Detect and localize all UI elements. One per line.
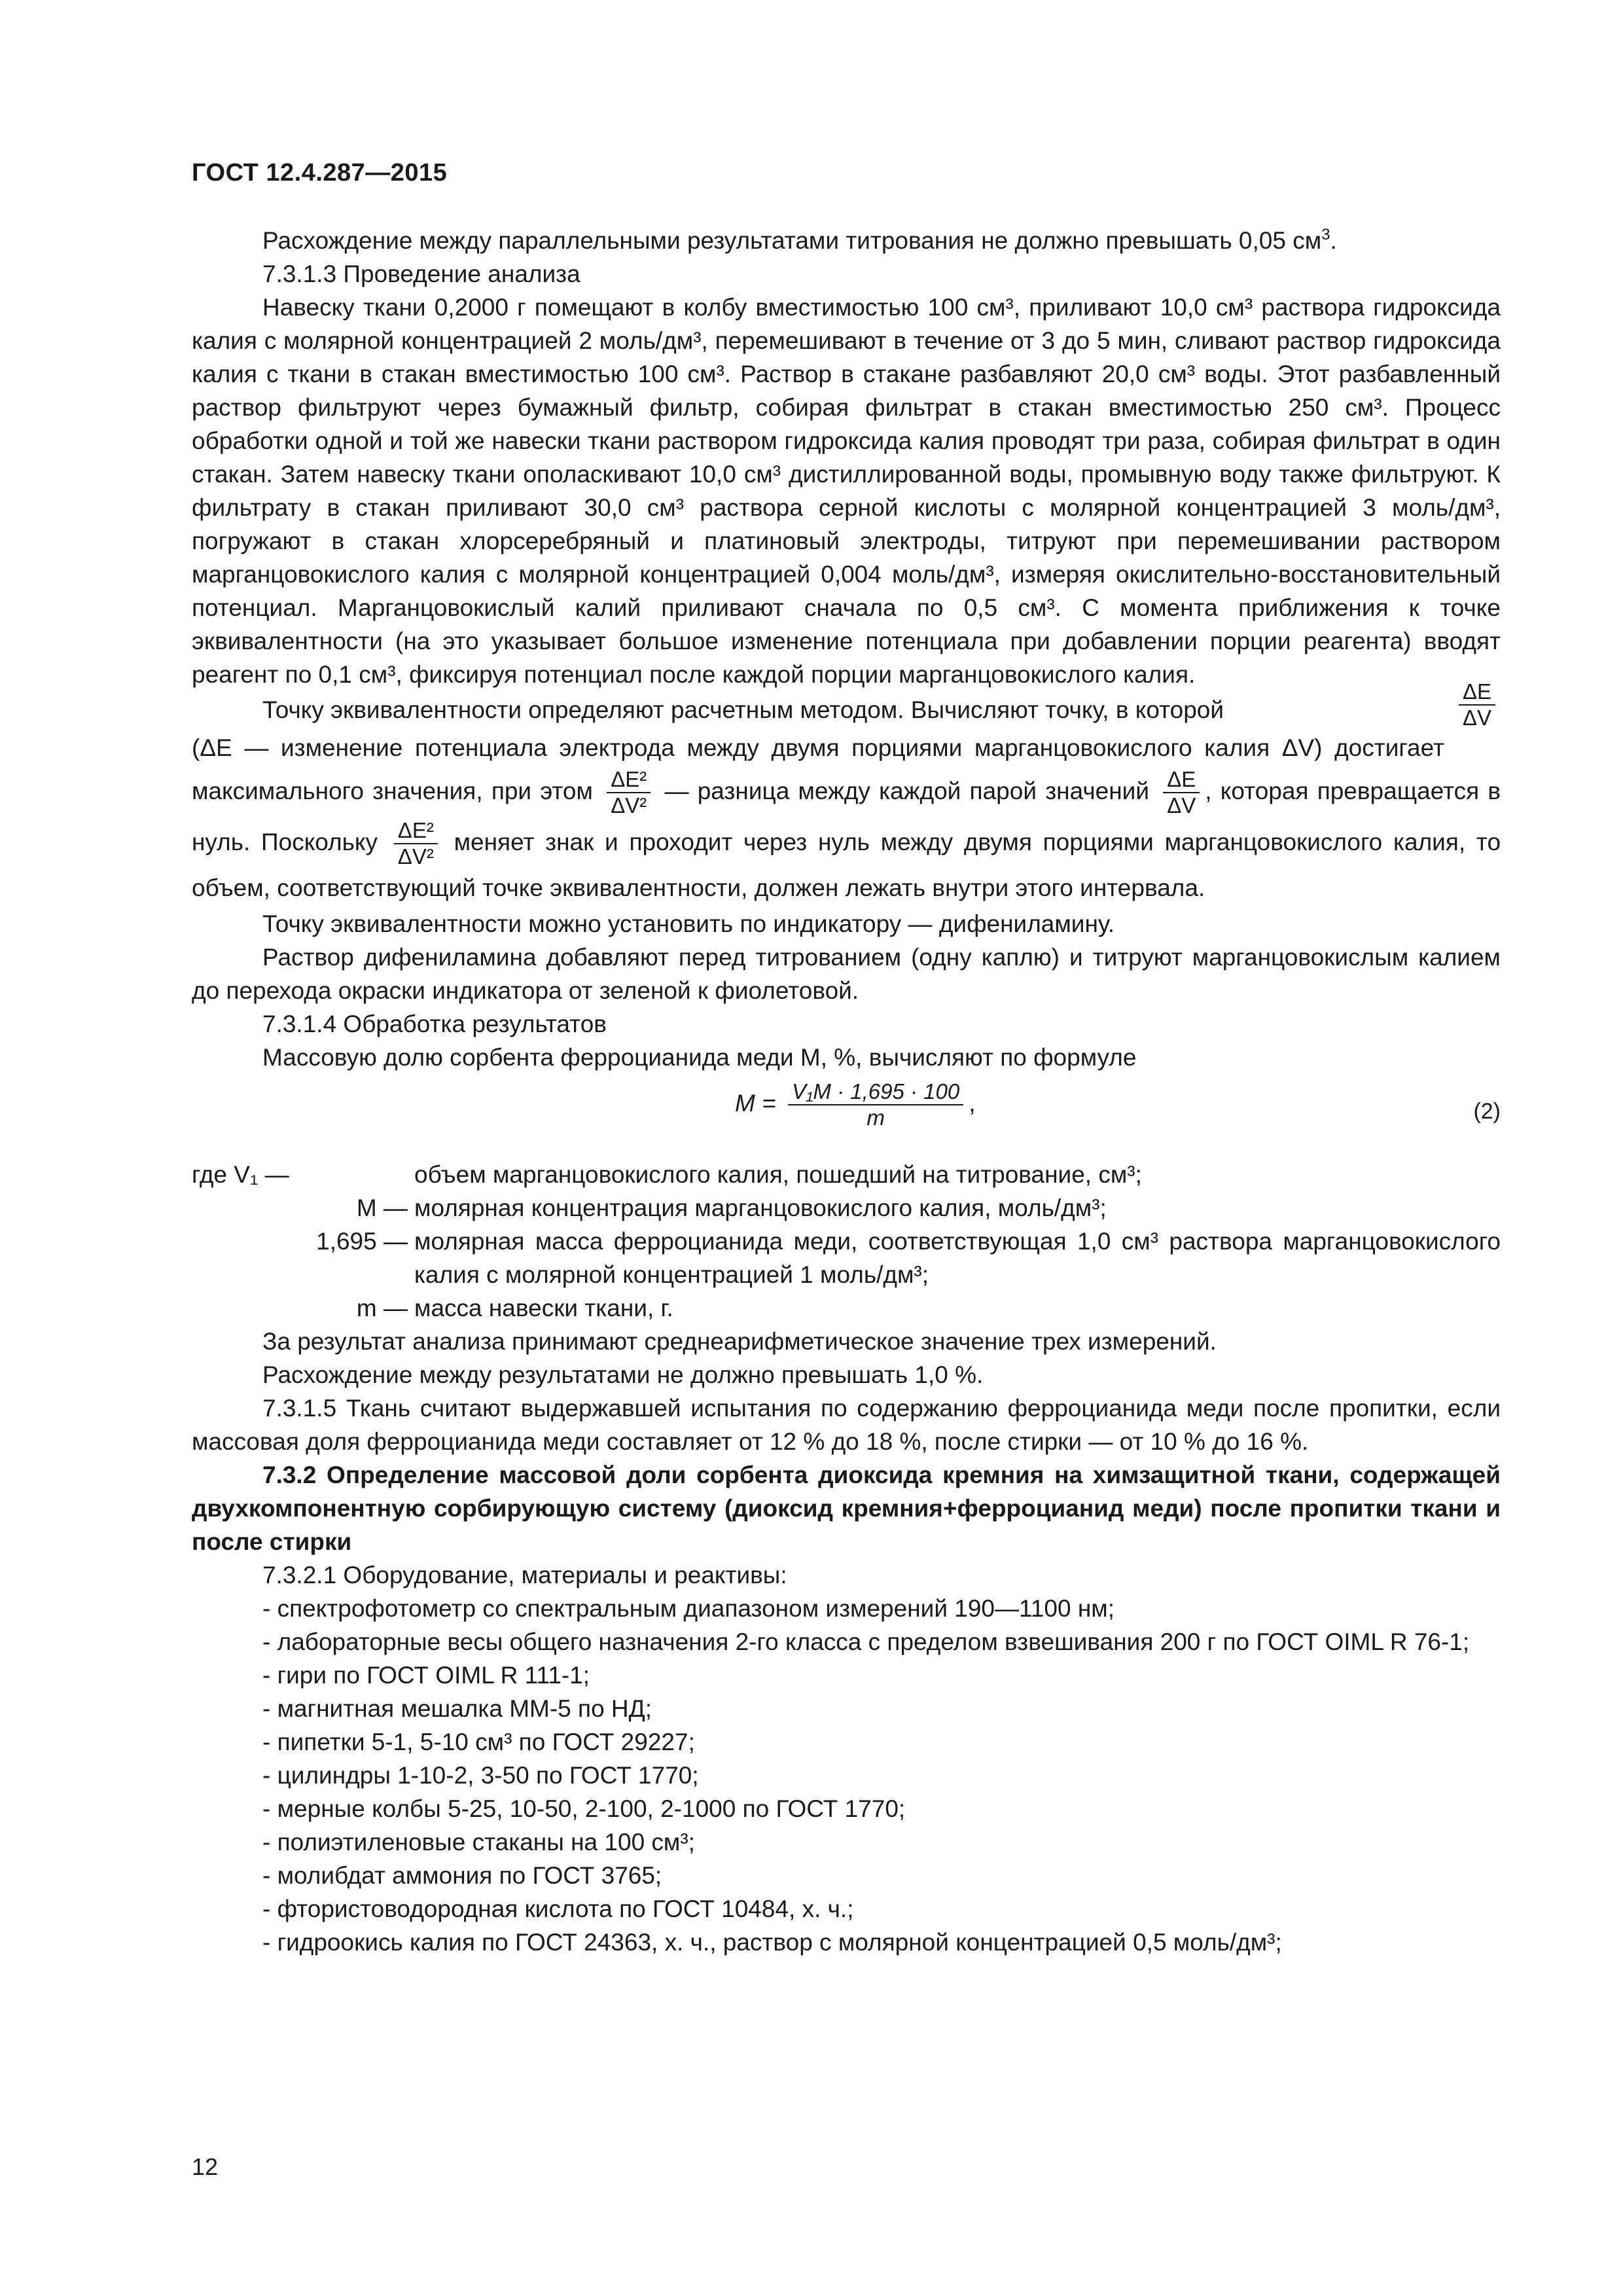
list-item: - полиэтиленовые стаканы на 100 см³;: [262, 1829, 695, 1856]
fraction-de2-dv2-2: $\frac{\text{ΔE²}}{\text{ΔV²}}$: [394, 818, 438, 869]
paragraph-equivalence: $\frac{\Delta E}{\Delta V}$ Точку эквивалентности определяют расчетным методом. Вычисляют точку, в которой (ΔE — изменение потенциала электрода между двумя порциями марганцовокислого калия ΔV) достигает максимального значения, при этом $\frac{\text{ΔE²}}{\text{ΔV²}}$ — разница между каждой парой значений $\frac{\Delta E}{\Delta V}$ , которая превращается в нуль. Поскольку $\frac{\text{ΔE²}}{\text{ΔV²}}$ меняет знак и проходит через нуль между двумя порциями марганцовокислого калия, то объем, соответствующий точке эквивалентности, должен лежать внутри этого интервала.: [192, 679, 1501, 901]
paragraph-diphenylamine: Раствор дифениламина добавляют перед титрованием (одну каплю) и титруют марганцовокислым калием до перехода окраски индикатора от зеленой к фиолетовой.: [192, 944, 1501, 1004]
heading-7-3-2-1: 7.3.2.1 Оборудование, материалы и реактивы:: [262, 1562, 787, 1588]
standard-header: ГОСТ 12.4.287—2015: [192, 159, 448, 187]
list-item: - гири по ГОСТ OIML R 111-1;: [262, 1662, 590, 1689]
document-body: [192, 224, 1501, 1959]
formula-number: (2): [1473, 1099, 1501, 1124]
list-item: - магнитная мешалка ММ-5 по НД;: [262, 1695, 652, 1722]
list-item: - цилиндры 1-10-2, 3-50 по ГОСТ 1770;: [262, 1762, 699, 1789]
fraction-de2-dv2: $\frac{\text{ΔE²}}{\text{ΔV²}}$: [607, 767, 651, 818]
list-item: - мерные колбы 5-25, 10-50, 2-100, 2-1000 по ГОСТ 1770;: [262, 1795, 906, 1822]
paragraph-result: За результат анализа принимают среднеарифметическое значение трех измерений.: [262, 1328, 1217, 1355]
list-item: - пипетки 5-1, 5-10 см³ по ГОСТ 29227;: [262, 1729, 695, 1755]
list-item: - гидроокись калия по ГОСТ 24363, х. ч., раствор с молярной концентрацией 0,5 моль/дм³;: [262, 1929, 1282, 1956]
where-item: где V₁ — объем марганцовокислого калия, пошедший на титрование, см³;: [192, 1161, 1142, 1188]
paragraph-7-3-1-5: 7.3.1.5 Ткань считают выдержавшей испытания по содержанию ферроцианида меди после пропитки, если массовая доля ферроцианида меди составляет от 12 % до 18 %, после стирки — от 10 % до 16 %.: [192, 1395, 1501, 1455]
heading-7-3-1-3: 7.3.1.3 Проведение анализа: [262, 260, 580, 287]
paragraph-indicator: Точку эквивалентности можно установить по индикатору — дифениламину.: [262, 910, 1115, 937]
fraction-de-dv-2: $\frac{\Delta E}{\Delta V}$: [1163, 767, 1200, 818]
list-item: - лабораторные весы общего назначения 2-го класса с пределом взвешивания 200 г по ГОСТ OIML R 76-1;: [262, 1628, 1470, 1655]
where-list: [192, 1158, 1501, 1325]
heading-7-3-1-4: 7.3.1.4 Обработка результатов: [262, 1011, 607, 1037]
heading-7-3-2: 7.3.2 Определение массовой доли сорбента диоксида кремния на химзащитной ткани, содержащей двухкомпонентную сорбирующую систему (диоксид кремния+ферроцианид меди) после пропитки ткани и после стирки: [192, 1462, 1501, 1555]
list-item: - молибдат аммония по ГОСТ 3765;: [262, 1862, 662, 1889]
fraction-de-dv: $\frac{\Delta E}{\Delta V}$: [1459, 679, 1495, 730]
formula-fraction: $\frac{\text{V₁M · 1,695 · 100}}{m}$: [788, 1079, 963, 1130]
list-item: - спектрофотометр со спектральным диапазоном измерений 190—1100 нм;: [262, 1595, 1115, 1622]
where-item: m — масса навески ткани, г.: [356, 1295, 673, 1321]
paragraph-analysis: Навеску ткани 0,2000 г помещают в колбу вместимостью 100 см³, приливают 10,0 см³ раствора гидроксида калия с молярной концентрацией 2 моль/дм³, перемешивают в течение от 3 до 5 мин, сливают раствор гидроксида калия с ткани в стакан вместимостью 100 см³. Раствор в стакане разбавляют 20,0 см³ воды. Этот разбавленный раствор фильтруют через бумажный фильтр, собирая фильтрат в стакан вместимостью 250 см³. Процесс обработки одной и той же навески ткани раствором гидроксида калия проводят три раза, собирая фильтрат в один стакан. Затем навеску ткани ополаскивают 10,0 см³ дистиллированной воды, промывную воду также фильтруют. К фильтрату в стакан приливают 30,0 см³ раствора серной кислоты с молярной концентрацией 3 моль/дм³, погружают в стакан хлорсеребряный и платиновый электроды, титруют при перемешивании раствором марганцовокислого калия с молярной концентрацией 0,004 моль/дм³, измеряя окислительно-восстановительный потенциал. Марганцовокислый калий приливают сначала по 0,5 см³. С момента приближения к точке эквивалентности (на это указывает большое изменение потенциала при добавлении порции реагента) вводят реагент по 0,1 см³, фиксируя потенциал после каждой порции марганцовокислого калия.: [192, 294, 1501, 688]
paragraph-mass-fraction: Массовую долю сорбента ферроцианида меди M, %, вычисляют по формуле: [262, 1044, 1137, 1071]
list-item: - фтористоводородная кислота по ГОСТ 10484, х. ч.;: [262, 1895, 854, 1922]
where-item: 1,695 — молярная масса ферроцианида меди, соответствующая 1,0 см³ раствора марганцовокислого калия с молярной концентрацией 1 моль/дм³;: [316, 1228, 1501, 1288]
page-number: 12: [192, 2153, 219, 2180]
equipment-list: [192, 1592, 1501, 1959]
paragraph-divergence: Расхождение между параллельными результатами титрования не должно превышать 0,05 $см^3$.: [262, 226, 1337, 254]
paragraph-divergence-2: Расхождение между результатами не должно превышать 1,0 %.: [262, 1361, 984, 1388]
formula-2: M = $\frac{\text{V₁M · 1,695 · 100}}{m}$ , (2): [735, 1079, 1501, 1130]
where-item: M — молярная концентрация марганцовокислого калия, моль/дм³;: [356, 1194, 1107, 1221]
